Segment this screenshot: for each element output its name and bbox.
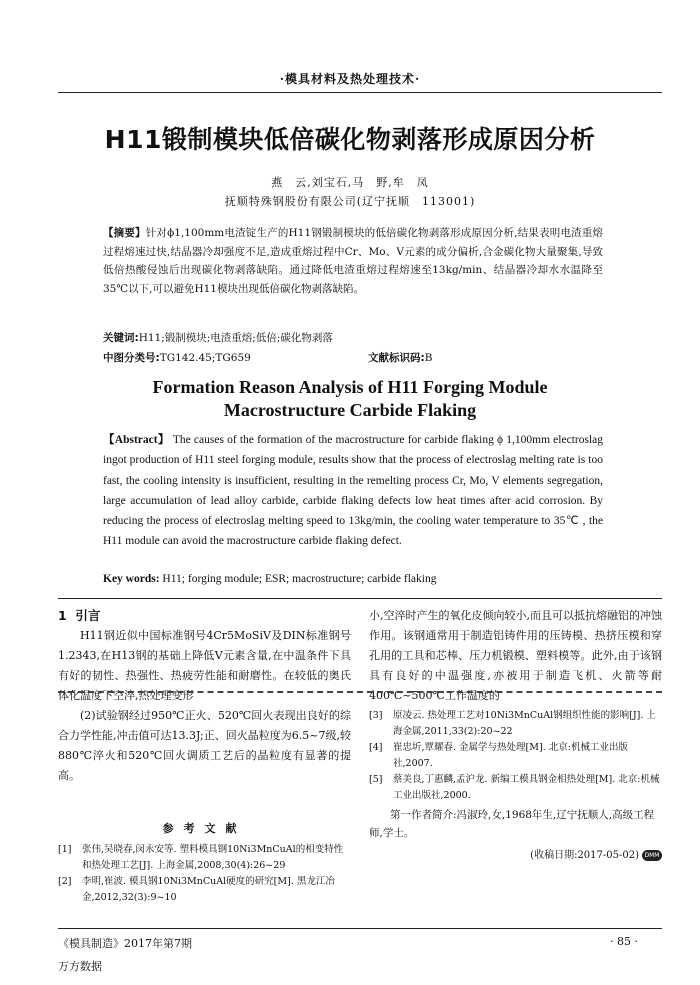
keywords-en-text: H11; forging module; ESR; macrostructure; carbide flaking — [159, 573, 437, 585]
author-bio: 第一作者简介:冯淑玲,女,1968年生,辽宁抚顺人,高级工程师,学士。 — [369, 809, 655, 839]
title-en-line1: Formation Reason Analysis of H11 Forging Module — [152, 377, 548, 397]
reference-number: [5] — [369, 774, 383, 785]
watermark-text: 万方数据 — [58, 960, 102, 973]
lower-right-column — [369, 708, 662, 861]
keywords-cn-label: 关键词: — [103, 332, 139, 344]
clc-text: TG142.45;TG659 — [159, 352, 251, 364]
received-date — [369, 846, 662, 861]
footer-journal-issue: 《模具制造》2017年第7期 — [58, 937, 192, 950]
intro-paragraph-right: 小,空淬时产生的氧化皮倾向较小,而且可以抵抗熔融铝的冲蚀作用。该钢通常用于制造铝铸件用的压铸模、热挤压模和穿孔用的工具和芯棒、压力机锻模、塑料模等。此外,由于该钢具有良好的中温强度,亦被用于制造飞机、火箭等耐400℃~500℃工作温度的 — [369, 609, 662, 702]
abstract-cn-label: 【摘要】 — [103, 227, 146, 239]
references-heading: 参考文献 — [162, 822, 247, 835]
footer-page-number: · 85 · — [610, 935, 638, 948]
clc-label: 中图分类号: — [103, 352, 160, 364]
reference-number: [3] — [369, 710, 383, 721]
abstract-en — [103, 430, 603, 552]
reference-number: [4] — [369, 742, 383, 753]
received-date-text: (收稿日期:2017-05-02) — [530, 850, 639, 861]
reference-item — [369, 708, 662, 740]
reference-text: 崔忠圻,覃耀春. 金属学与热处理[M]. 北京:机械工业出版社,2007. — [393, 742, 628, 769]
reference-number: [2] — [58, 876, 72, 887]
document-code — [368, 350, 432, 365]
abstract-rule — [58, 598, 662, 599]
reference-text: 蔡美良,丁惠麟,孟沪龙. 新编工模具钢金相热处理[M]. 北京:机械工业出版社,2000. — [393, 774, 660, 801]
abstract-cn-text: 针对ϕ1,100mm电渣锭生产的H11钢锻制模块的低倍碳化物剥落形成原因分析,结果表明电渣重熔过程熔速过快,结晶器冷却强度不足,造成重熔过程中Cr、Mo、V元素的成分偏析,合金碳化物大量聚集,导致低倍热酸侵蚀后出现碳化物剥落缺陷。通过降低电渣重熔过程熔速至13kg/min、结晶器冷却水水温降至35℃以下,可以避免H11模块出现低倍碳化物剥落缺陷。 — [103, 227, 604, 295]
page-break-divider — [58, 691, 662, 693]
reference-text: 原凌云. 热处理工艺对10Ni3MnCuAl钢组织性能的影响[J]. 上海金属,2011,33(2):20~22 — [393, 710, 656, 737]
article-title-cn: H11锻制模块低倍碳化物剥落形成原因分析 — [104, 125, 596, 154]
intro-heading-number: 1 — [58, 608, 67, 623]
clc-number — [103, 350, 251, 365]
reference-number: [1] — [58, 844, 72, 855]
title-en-line2: Macrostructure Carbide Flaking — [223, 400, 477, 420]
keywords-cn-text: H11;锻制模块;电渣重熔;低倍;碳化物剥落 — [138, 332, 333, 344]
reference-item — [58, 842, 351, 874]
abstract-en-label: 【Abstract】 — [103, 434, 170, 446]
journal-section-header: ·模具材料及热处理技术· — [279, 72, 421, 86]
keywords-cn — [103, 330, 603, 345]
conclusion-point-2: (2)试验钢经过950℃正火、520℃回火表现出良好的综合力学性能,冲击值可达13.3J;正、回火晶粒度为6.5~7级,较880℃淬火和520℃回火调质工艺后的晶粒度有显著的提高。 — [58, 709, 351, 782]
doc-code-label: 文献标识码: — [368, 352, 425, 364]
intro-heading-text: 引言 — [75, 608, 101, 623]
doc-code-text: B — [424, 352, 433, 364]
reference-text: 李明,崔波. 模具钢10Ni3MnCuAl硬度的研究[M]. 黑龙江冶金,2012,32(3):9~10 — [82, 876, 335, 903]
article-title-en — [0, 376, 700, 422]
affiliation-cn: 抚顺特殊钢股份有限公司(辽宁抚顺 113001) — [224, 195, 476, 208]
keywords-en — [103, 573, 603, 585]
reference-item — [369, 772, 662, 804]
intro-heading — [58, 606, 351, 626]
header-rule — [58, 92, 662, 93]
abstract-cn — [103, 224, 603, 298]
keywords-en-label: Key words: — [103, 573, 160, 585]
footer-rule — [58, 928, 662, 929]
reference-text: 张伟,吴晓春,闵永安等. 塑料模具钢10Ni3MnCuAl的相变特性和热处理工艺[J]. 上海金属,2008,30(4):26~29 — [82, 844, 344, 871]
reference-item — [369, 740, 662, 772]
reference-item — [58, 874, 351, 906]
abstract-en-text: The causes of the formation of the macrostructure for carbide flaking ϕ 1,100mm electroslag ingot production of H11 steel forging module, results show that the process of electroslag melting rate is too fast, the cooling intensity is insufficient, resulting in the remelting process Cr, Mo, V elements segregation, large accumulation of lead alloy carbide, carbide flaking defects low heat times after acid corrosion. By reducing the process of electroslag melting speed to 13kg/min, the cooling water temperature to 35℃ , the H11 module can avoid the macrostructure carbide flaking defect. — [103, 434, 603, 548]
dmm-logo-icon: DMM — [642, 850, 662, 861]
intro-paragraph-left: H11钢近似中国标准钢号4Cr5MoSiV及DIN标准钢号1.2343,在H13钢的基础上降低V元素含量,在中温条件下具有好的韧性、热强性、热疲劳性能和耐磨性。在较低的奥氏体化温度下空淬,热处理变形 — [58, 629, 351, 702]
authors-cn: 燕 云,刘宝石,马 野,牟 凤 — [271, 176, 429, 189]
lower-left-column — [58, 706, 351, 906]
